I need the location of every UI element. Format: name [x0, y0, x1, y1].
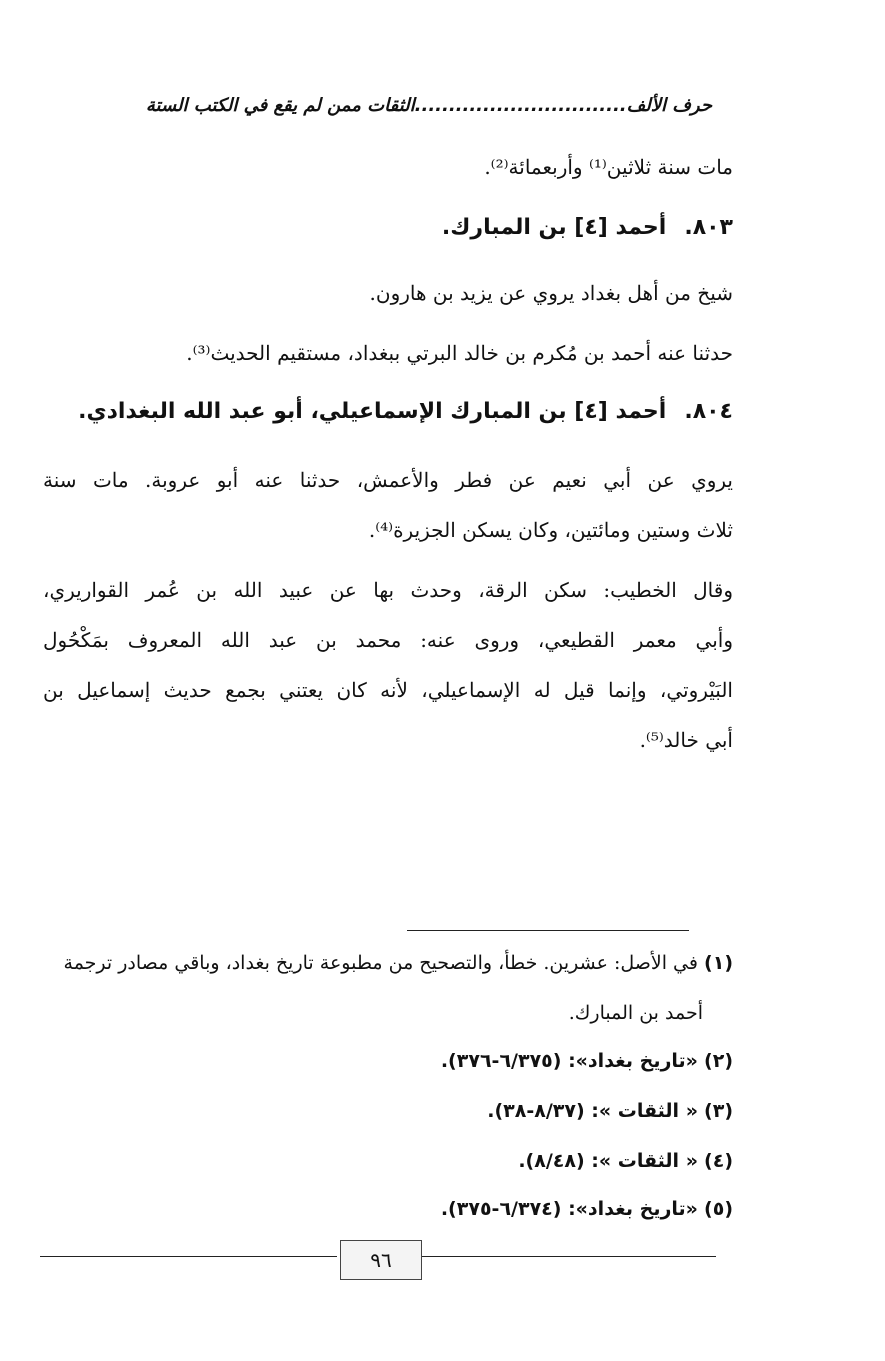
running-head: [60, 88, 712, 124]
footnote: (٤) « الثقات »: (٨/٤٨).: [518, 1150, 733, 1172]
paragraph-line: أبي خالد⁽⁵⁾.: [639, 728, 733, 752]
paragraph-line: وأبي معمر القطيعي، وروى عنه: محمد بن عبد الله المعروف بمَكْحُول: [43, 628, 733, 652]
entry-title: أحمد [٤] بن المبارك.: [441, 215, 667, 240]
footnote-divider: [407, 930, 689, 931]
entry-number: ٨٠٣.: [684, 215, 733, 240]
entry-title: أحمد [٤] بن المبارك الإسماعيلي، أبو عبد الله البغدادي.: [78, 399, 667, 424]
paragraph-line: وقال الخطيب: سكن الرقة، وحدث بها عن عبيد الله بن عُمر القواريري،: [43, 578, 733, 602]
footnote: (١) في الأصل: عشرين. خطأ، والتصحيح من مطبوعة تاريخ بغداد، وباقي مصادر ترجمة: [63, 952, 733, 974]
page-number: ٩٦: [340, 1240, 422, 1280]
footnote-continuation: أحمد بن المبارك.: [568, 1002, 703, 1024]
chapter-title: حرف الألف...............................الثقات ممن لم يقع في الكتب الستة: [145, 95, 712, 116]
text-line: حدثنا عنه أحمد بن مُكرم بن خالد البرتي ببغداد، مستقيم الحديث⁽³⁾.: [186, 341, 733, 365]
paragraph-line: يروي عن أبي نعيم عن فطر والأعمش، حدثنا عنه أبو عروبة. مات سنة: [43, 468, 733, 492]
footer-rule-left: [40, 1256, 337, 1257]
footnote: (٥) «تاريخ بغداد»: (٦/٣٧٤-٣٧٥).: [440, 1198, 733, 1220]
footer-rule-right: [420, 1256, 716, 1257]
footnote: (٢) «تاريخ بغداد»: (٦/٣٧٥-٣٧٦).: [440, 1050, 733, 1072]
entry-number: ٨٠٤.: [684, 399, 733, 424]
paragraph: [43, 455, 733, 555]
text-line: شيخ من أهل بغداد يروي عن يزيد بن هارون.: [369, 281, 733, 305]
entry-heading-804: [73, 392, 733, 432]
paragraph-line: ثلاث وستين ومائتين، وكان يسكن الجزيرة⁽⁴⁾.: [368, 518, 733, 542]
entry-heading-803: [73, 208, 733, 248]
footnote: (٣) « الثقات »: (٨/٣٧-٣٨).: [487, 1100, 733, 1122]
paragraph-line: البَيْروتي، وإنما قيل له الإسماعيلي، لأنه كان يعتني بجمع حديث إسماعيل بن: [43, 678, 733, 702]
paragraph: [43, 565, 733, 765]
text-line: مات سنة ثلاثين⁽¹⁾ وأربعمائة⁽²⁾.: [484, 155, 733, 179]
